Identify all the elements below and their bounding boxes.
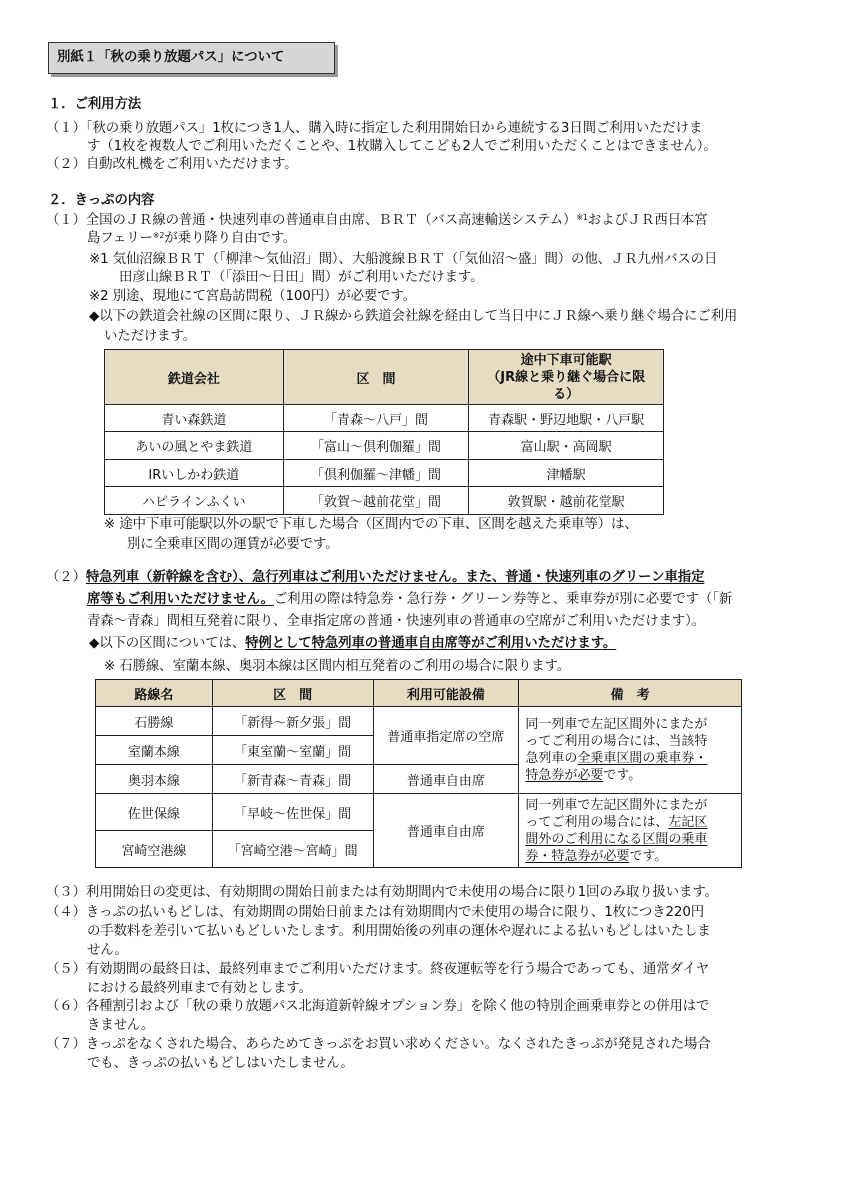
- cell-facility: 普通車指定席の空席: [373, 707, 519, 765]
- section2-item1-line2: 島フェリー$^{※2}$が乗り降り自由です。: [87, 231, 297, 246]
- note2: ※2 別途、現地にて宮島訪問税（100円）が必要です。: [89, 289, 416, 304]
- section2-item7-line1: （７）きっぷをなくされた場合、あらためてきっぷをお買い求めください。なくされたきっぷが発見された場合: [46, 1037, 711, 1052]
- cell-facility: 普通車自由席: [373, 765, 519, 794]
- cell-section: 「宮崎空港～宮崎」間: [212, 831, 373, 868]
- note1-line2: 田彦山線ＢＲＴ（「添田～日田」間）がご利用いただけます。: [119, 270, 484, 285]
- limited-express-exception-table: [95, 679, 742, 868]
- header-company: 鉄道会社: [105, 350, 284, 405]
- cell-section: 「東室蘭～室蘭」間: [212, 736, 373, 765]
- cell-section: 「倶利伽羅～津幡」間: [283, 460, 469, 487]
- cell-section: 「早岐～佐世保」間: [212, 794, 373, 831]
- table1-note-line2: 別に全乗車区間の運賃が必要です。: [127, 537, 339, 552]
- cell-stations: 津幡駅: [469, 460, 664, 487]
- railway-company-table: [104, 349, 664, 515]
- table-row: [105, 487, 664, 515]
- cell-line: 宮崎空港線: [96, 831, 213, 868]
- section2-heading: ２．きっぷの内容: [48, 193, 155, 208]
- cell-remark-2: 同一列車で左記区間外にまたが ってご利用の場合には、左記区 間外のご利用になる区間の乗車 券・特急券が必要です。: [519, 794, 742, 868]
- cell-line: 佐世保線: [96, 794, 213, 831]
- cell-company: ハピラインふくい: [105, 487, 284, 515]
- document-title: 別紙１「秋の乗り放題パス」について: [48, 42, 335, 74]
- cell-facility: 普通車自由席: [373, 794, 519, 868]
- section2-item6-line2: きません。: [87, 1018, 155, 1033]
- diamond1-line1: ◆以下の鉄道会社線の区間に限り、ＪＲ線から鉄道会社線を経由して当日中にＪＲ線へ乗り継ぐ場合にご利用: [89, 309, 738, 324]
- section1-item1-line1: （１）「秋の乗り放題パス」1枚につき1人、購入時に指定した利用開始日から連続する3日間ご利用いただけま: [46, 121, 703, 136]
- cell-stations: 青森駅・野辺地駅・八戸駅: [469, 405, 664, 432]
- cell-line: 石勝線: [96, 707, 213, 736]
- cell-company: あいの風とやま鉄道: [105, 432, 284, 460]
- section2-item1-line1: （１）全国のＪＲ線の普通・快速列車の普通車自由席、ＢＲＴ（バス高速輸送システム）$^{※1}$およびＪＲ西日本宮: [46, 213, 708, 228]
- section2-item2-line2: 席等もご利用いただけません。ご利用の際は特急券・急行券・グリーン券等と、乗車券が別に必要です（「新: [87, 592, 733, 607]
- table-row: [105, 432, 664, 460]
- section2-item4-line2: の手数料を差引いて払いもどしいたします。利用開始後の列車の運休や遅れによる払いもどしはいたしま: [87, 924, 711, 939]
- diamond1-line2: いただけます。: [104, 329, 196, 344]
- cell-line: 室蘭本線: [96, 736, 213, 765]
- cell-section: 「新得～新夕張」間: [212, 707, 373, 736]
- section1-item2: （２）自動改札機をご利用いただけます。: [46, 157, 298, 172]
- cell-stations: 富山駅・高岡駅: [469, 432, 664, 460]
- section2-item3: （３）利用開始日の変更は、有効期間の開始日前または有効期間内で未使用の場合に限り1回のみ取り扱います。: [46, 885, 718, 900]
- table-header-row: [96, 680, 742, 707]
- header-section: 区 間: [212, 680, 373, 707]
- cell-stations: 敦賀駅・越前花堂駅: [469, 487, 664, 515]
- cell-section: 「敦賀～越前花堂」間: [283, 487, 469, 515]
- cell-section: 「新青森～青森」間: [212, 765, 373, 794]
- table-row: [105, 405, 664, 432]
- cell-company: 青い森鉄道: [105, 405, 284, 432]
- section2-item6-line1: （６）各種割引および「秋の乗り放題パス北海道新幹線オプション券」を除く他の特別企画乗車券との併用はで: [46, 999, 710, 1014]
- table-row: [105, 460, 664, 487]
- header-facility: 利用可能設備: [373, 680, 519, 707]
- section2-item7-line2: でも、きっぷの払いもどしはいたしません。: [87, 1056, 354, 1071]
- cell-company: IRいしかわ鉄道: [105, 460, 284, 487]
- table-row: [96, 707, 742, 736]
- table-header-row: [105, 350, 664, 405]
- table2-pre-note: ※ 石勝線、室蘭本線、奥羽本線は区間内相互発着のご利用の場合に限ります。: [104, 659, 571, 674]
- section2-item2-line1: （２）特急列車（新幹線を含む）、急行列車はご利用いただけません。また、普通・快速列車のグリーン車指定: [46, 570, 705, 585]
- diamond2: ◆以下の区間については、特例として特急列車の普通車自由席等がご利用いただけます。: [89, 636, 617, 651]
- table-row: [96, 794, 742, 831]
- section2-item4-line3: せん。: [87, 943, 128, 958]
- cell-remark-1: 同一列車で左記区間外にまたが ってご利用の場合には、当該特 急列車の全乗車区間の乗車券・ 特急券が必要です。: [519, 707, 742, 794]
- header-remarks: 備 考: [519, 680, 742, 707]
- header-section: 区 間: [283, 350, 469, 405]
- cell-line: 奥羽本線: [96, 765, 213, 794]
- header-line: 路線名: [96, 680, 213, 707]
- table1-note-line1: ※ 途中下車可能駅以外の駅で下車した場合（区間内での下車、区間を越えた乗車等）は、: [104, 517, 638, 532]
- cell-section: 「富山～倶利伽羅」間: [283, 432, 469, 460]
- section1-heading: １．ご利用方法: [48, 97, 142, 112]
- section2-item5-line2: における最終列車まで有効とします。: [87, 981, 312, 996]
- note1-line1: ※1 気仙沼線ＢＲＴ（「柳津～気仙沼」間）、大船渡線ＢＲＴ（「気仙沼～盛」間）の他、ＪＲ九州バスの日: [89, 252, 718, 267]
- section1-item1-line2: す（1枚を複数人でご利用いただくことや、1枚購入してこども2人でご利用いただくことはできません）。: [87, 139, 717, 154]
- cell-section: 「青森～八戸」間: [283, 405, 469, 432]
- section2-item5-line1: （５）有効期間の最終日は、最終列車までご利用いただけます。終夜運転等を行う場合であっても、通常ダイヤ: [46, 962, 710, 977]
- section2-item2-line3: 青森～青森」間相互発着に限り、全車指定席の普通・快速列車の普通車の空席がご利用いただけます）。: [87, 614, 705, 629]
- header-stopover: 途中下車可能駅 （JR線と乗り継ぐ場合に限 る）: [469, 350, 664, 405]
- section2-item4-line1: （４）きっぷの払いもどしは、有効期間の開始日前または有効期間内で未使用の場合に限り、1枚につき220円: [46, 905, 705, 920]
